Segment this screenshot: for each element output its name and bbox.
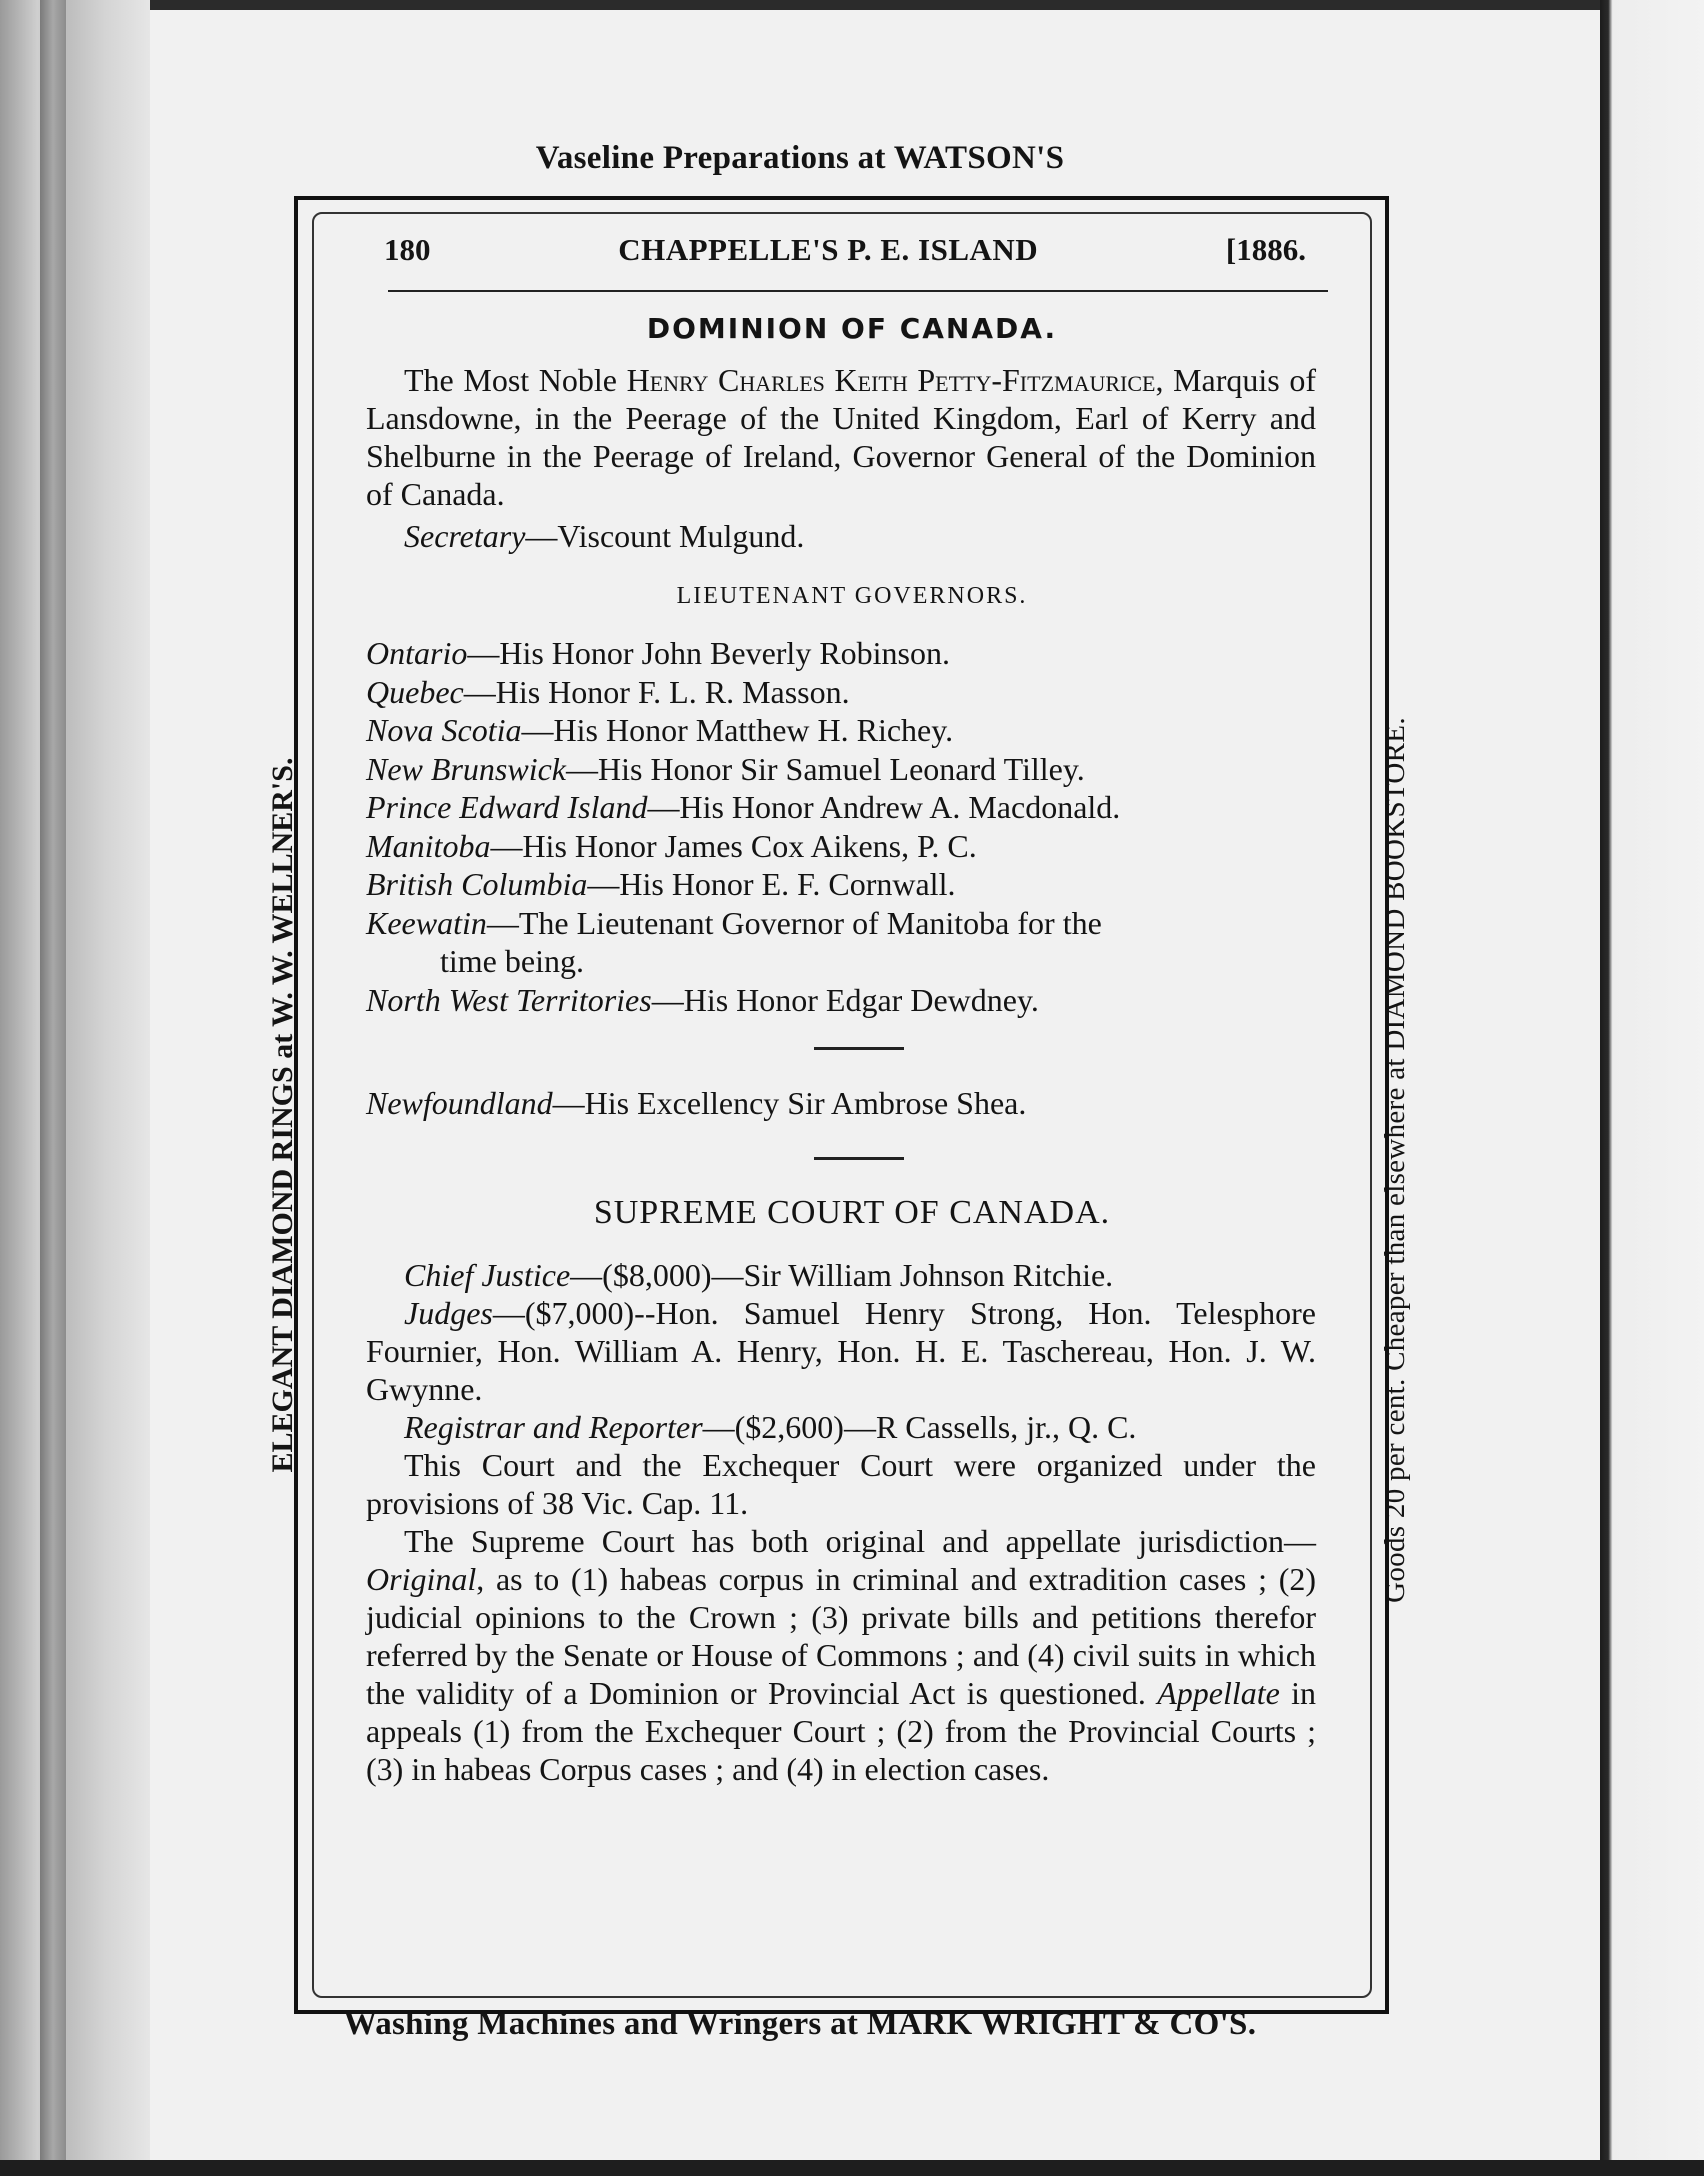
province-name: Ontario	[366, 635, 468, 671]
registrar-text: —($2,600)—R Cassells, jr., Q. C.	[702, 1408, 1137, 1445]
appellate-text: in appeals (1) from the Exchequer Court ; (2) from the Provincial Courts ; (3) in habeas Corpus cases ; and (4) in election cases.	[366, 1674, 1317, 1787]
lt-governors-heading: LIEUTENANT GOVERNORS.	[676, 583, 1028, 609]
gg-text: , Marquis of Lansdowne, in the Peerage of the United Kingdom, Earl of Kerry and Shelburne in the Peerage of Ireland, Governor General of the Dominion of Canada.	[366, 362, 1317, 512]
province-name: Manitoba	[366, 827, 491, 864]
advert-top: Vaseline Preparations at WATSON'S	[535, 140, 1065, 176]
governor-text: —His Honor Sir Samuel Leonard Tilley.	[565, 750, 1085, 787]
registrar-line	[366, 1408, 1316, 1446]
book-spine-edge	[0, 0, 150, 2176]
governor-text: —The Lieutenant Governor of Manitoba for the	[486, 904, 1102, 941]
scan-top-edge	[0, 0, 1704, 10]
page-content	[366, 220, 1316, 1788]
newfoundland-label: Newfoundland	[366, 1085, 553, 1121]
secretary-line	[366, 517, 1316, 555]
province-name: Nova Scotia	[366, 712, 522, 748]
supreme-court-heading: SUPREME COURT OF CANADA.	[593, 1193, 1111, 1231]
list-item	[366, 673, 1316, 712]
jurisdiction-text: The Supreme Court has both original and appellate jurisdiction—	[404, 1522, 1316, 1559]
province-name: New Brunswick	[366, 750, 566, 787]
governor-text: —His Honor James Cox Aikens, P. C.	[490, 827, 977, 864]
province-name: Keewatin	[366, 904, 487, 941]
governor-text: —His Honor Edgar Dewdney.	[651, 981, 1039, 1018]
governor-text: —His Honor John Beverly Robinson.	[467, 635, 950, 671]
appellate-label: Appellate	[1157, 1674, 1280, 1711]
governor-text: —His Honor E. F. Cornwall.	[587, 866, 956, 902]
list-item	[366, 788, 1316, 827]
advert-left-text: ELEGANT DIAMOND RINGS at W. W. WELLNER'S.	[266, 757, 299, 1473]
list-item	[366, 904, 1316, 981]
governor-text: —His Honor Andrew A. Macdonald.	[647, 789, 1121, 825]
list-item	[366, 981, 1316, 1020]
jurisdiction-text-continued: , as to (1) habeas corpus in criminal and extradition cases ; (2) judicial opinions to the Crown ; (3) private bills and petitions therefor referred by the Senate or House of Commons ; and (4) civil suits in which the validity of a Dominion or Provincial Act is questioned.	[366, 1560, 1316, 1711]
province-name: Quebec	[366, 673, 464, 710]
page-number: 180	[384, 232, 431, 267]
gg-name: Henry Charles Keith Petty-Fitzmaurice	[626, 362, 1156, 398]
governor-text-continued: time being.	[440, 943, 584, 979]
running-title: CHAPPELLE'S P. E. ISLAND	[618, 232, 1039, 267]
list-item	[366, 865, 1316, 904]
original-label: Original	[366, 1560, 477, 1597]
running-year: [1886.	[1225, 232, 1306, 267]
chief-justice-label: Chief Justice	[404, 1256, 571, 1293]
province-name: Prince Edward Island	[366, 789, 648, 825]
governor-text: —His Honor Matthew H. Richey.	[521, 712, 954, 748]
dominion-heading: DOMINION OF CANADA.	[646, 312, 1058, 345]
advert-right-text: Goods 20 per cent. Cheaper than elsewhere at DIAMOND BOOKSTORE.	[1379, 717, 1411, 1603]
section-divider	[814, 1047, 904, 1050]
judges-label: Judges	[404, 1294, 493, 1331]
list-item	[366, 827, 1316, 866]
province-name: British Columbia	[366, 866, 588, 902]
lt-governors-list	[366, 634, 1316, 1019]
list-item	[366, 711, 1316, 750]
newfoundland-text: —His Excellency Sir Ambrose Shea.	[552, 1085, 1027, 1121]
header-rule	[388, 290, 1328, 292]
governor-general-paragraph	[366, 361, 1316, 513]
section-divider	[814, 1157, 904, 1160]
governor-text: —His Honor F. L. R. Masson.	[463, 673, 850, 710]
jurisdiction-paragraph	[366, 1522, 1316, 1788]
scan-bottom-edge	[0, 2160, 1704, 2176]
organized-paragraph: This Court and the Exchequer Court were organized under the provisions of 38 Vic. Cap. 11.	[366, 1446, 1316, 1521]
judges-paragraph	[366, 1294, 1316, 1408]
registrar-label: Registrar and Reporter	[404, 1408, 703, 1445]
list-item	[366, 750, 1316, 789]
province-name: North West Territories	[366, 981, 652, 1018]
list-item	[366, 634, 1316, 673]
secretary-label: Secretary	[404, 518, 526, 554]
chief-justice-text: —($8,000)—Sir William Johnson Ritchie.	[570, 1256, 1114, 1293]
newfoundland-line	[366, 1084, 1316, 1123]
advert-bottom: Washing Machines and Wringers at MARK WRIGHT & CO'S.	[343, 2006, 1257, 2042]
book-spine-shadow	[40, 0, 66, 2176]
chief-justice-line	[366, 1256, 1316, 1294]
judges-text: —($7,000)--Hon. Samuel Henry Strong, Hon. Telesphore Fournier, Hon. William A. Henry, Hon. H. E. Taschereau, Hon. J. W. Gwynne.	[366, 1294, 1316, 1407]
running-header	[366, 220, 1316, 280]
gg-intro: The Most Noble	[404, 362, 617, 398]
secretary-value: —Viscount Mulgund.	[525, 518, 805, 554]
facing-page-edge	[1600, 0, 1704, 2176]
